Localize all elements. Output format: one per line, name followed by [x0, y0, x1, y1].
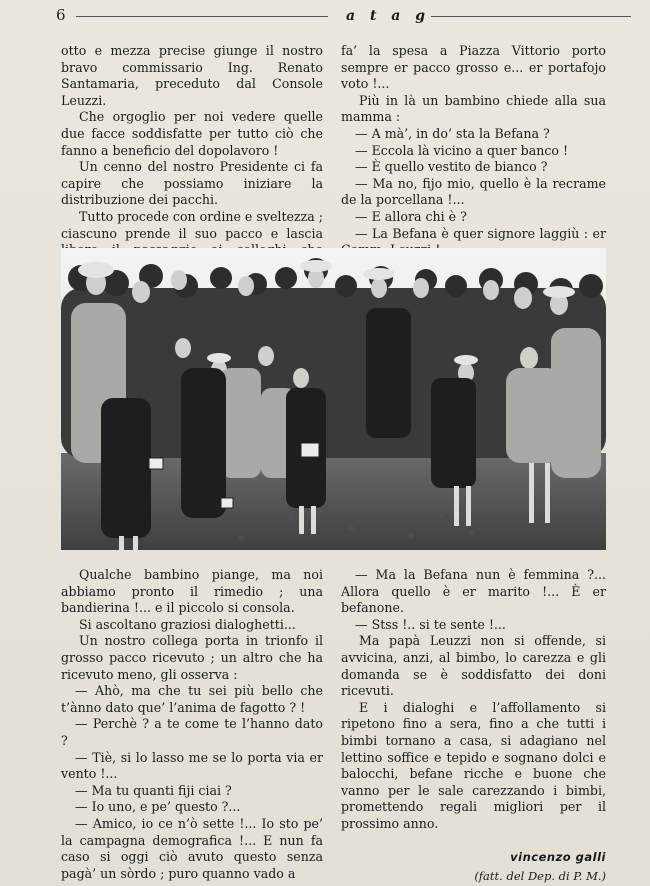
paragraph: Che orgoglio per noi vedere quelle due facce soddisfatte per tutto ciò che fanno a beneficio del dopolavoro !	[61, 109, 323, 158]
page-number: 6	[56, 6, 66, 24]
paragraph: Si ascoltano graziosi dialoghetti...	[79, 616, 296, 632]
dialogue-line: — Ahò, ma che tu sei più bello che t’ànno dato que’ l’anima de fagotto ? !	[61, 683, 323, 715]
dialogue-line: — Stss !.. si te sente !...	[355, 616, 506, 632]
crowd-photograph	[61, 248, 606, 550]
paragraph: Tutto procede con ordine e sveltezza ; ciascuno prende il suo pacco e lascia	[61, 208, 323, 241]
column-top-left	[61, 43, 323, 275]
page-header	[56, 6, 616, 26]
column-bottom-right	[341, 567, 606, 885]
dialogue-line: — Tiè, si lo lasso me se lo porta via er vento !...	[61, 749, 323, 782]
paragraph: Un nostro collega porta in trionfo il grosso pacco ricevuto ; un altro che ha ricevuto meno, gli osserva :	[61, 633, 323, 682]
photo-illustration	[61, 248, 606, 550]
dialogue-line: — Perchè ? a te come te l’hanno dato ?	[61, 716, 323, 748]
dialogue-line: — Ma tu quanti fiji ciai ?	[75, 782, 232, 798]
column-bottom-left	[61, 567, 323, 882]
paragraph: Qualche bambino piange, ma noi abbiamo pronto il rimedio ; una bandierina !... e il piccolo si consola.	[61, 567, 323, 616]
paragraph: E i dialoghi e l’affollamento si ripetono fino a sera, fino a che tutti i bimbi tornano a casa, si adagiano nel lettino soffice e tepido e sognano dolci e balocchi, befane ricche e buone che vanno per le sale carezzando i bimbi, promettendo regali migliori per il prossimo anno.	[341, 699, 606, 831]
paragraph: Ma papà Leuzzi non si offende, si avvicina, anzi, al bimbo, lo carezza e gli domanda se è soddisfatto dei doni ricevuti.	[341, 633, 606, 699]
dialogue-line: — Ma no, fijo mio, quello è la recrame de la porcellana !...	[341, 175, 606, 208]
dialogue-line: — È quello vestito de bianco ?	[355, 159, 548, 175]
column-top-right	[341, 43, 606, 259]
dialogue-line: — E allora chi è ?	[355, 208, 467, 224]
dialogue-line: — Amico, io ce n’ò sette !... Io sto pe’ la campagna demografica !... E nun fa caso si oggi ciò avuto questo senza pagà’ un sòrdo ; puro quanno vado a	[61, 815, 323, 881]
dialogue-line: — Eccola là vicino a quer banco !	[355, 142, 569, 158]
dialogue-line: — Io uno, e pe’ questo ?...	[75, 799, 241, 815]
author-signature: vincenzo galli	[510, 849, 606, 864]
header-rule-right	[431, 16, 631, 17]
paragraph: fa’ la spesa a Piazza Vittorio porto sempre er pacco grosso e... er portafojo voto !...	[341, 43, 606, 92]
header-rule-left	[76, 16, 328, 17]
masthead: a t a g	[346, 8, 431, 24]
paragraph: Più in là un bambino chiede alla sua mamma :	[341, 92, 606, 125]
dialogue-line: — Ma la Befana nun è femmina ?... Allora quello è er marito !... È er befanone.	[341, 567, 606, 616]
paragraph: Un cenno del nostro Presidente ci fa capire che possiamo iniziare la distribuzione dei pacchi.	[61, 159, 323, 208]
dialogue-line: — La Befana è quer signore laggiù : er	[355, 225, 606, 241]
paragraph: otto e mezza precise giunge il nostro bravo commissario Ing. Renato Santamaria, preceduto dal Console Leuzzi.	[61, 43, 323, 108]
author-affiliation: (fatt. del Dep. di P. M.)	[474, 869, 606, 884]
dialogue-line: — A mà’, in do’ sta la Befana ?	[355, 125, 550, 141]
